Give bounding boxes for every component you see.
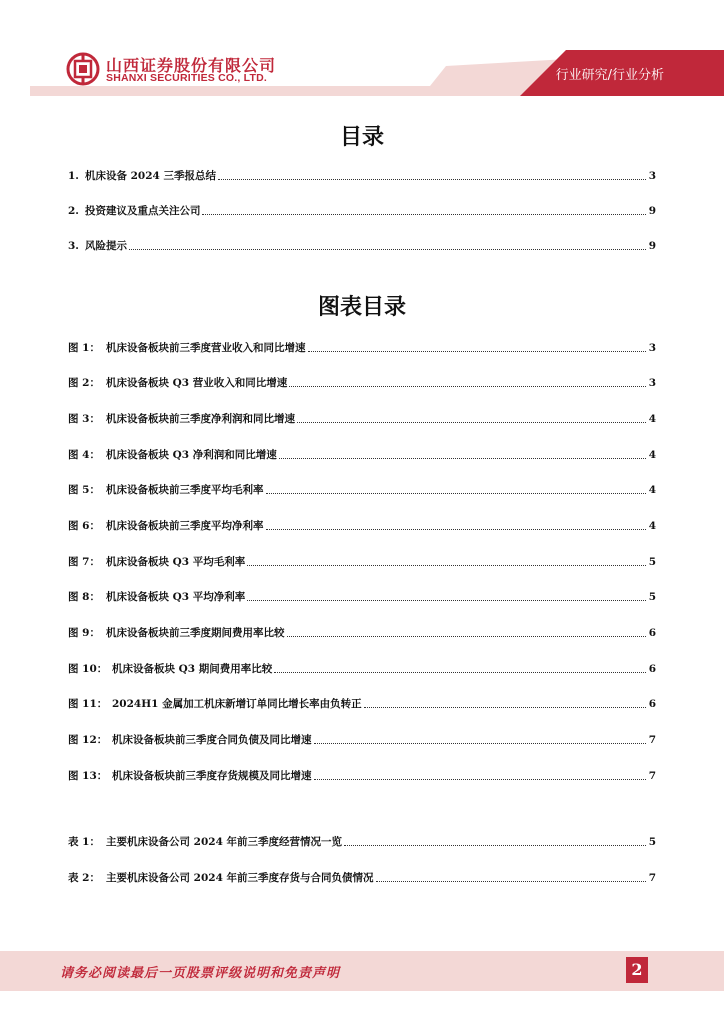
- figure-entry[interactable]: [68, 767, 656, 783]
- figure-title: 机床设备板块前三季度营业收入和同比增速: [106, 342, 306, 354]
- figure-number: 图 7：: [68, 556, 100, 568]
- figure-page: 4: [648, 484, 656, 496]
- figure-entry[interactable]: [68, 481, 656, 497]
- dot-leader: [247, 565, 646, 566]
- figure-page: 3: [648, 342, 656, 354]
- figure-entry[interactable]: [68, 410, 656, 426]
- table-entry[interactable]: [68, 833, 656, 849]
- dot-leader: [247, 600, 646, 601]
- toc-entry-number: 3.: [68, 240, 79, 252]
- figure-number: 图 4：: [68, 449, 100, 461]
- toc-entry-page: 9: [648, 205, 656, 217]
- figure-title: 机床设备板块前三季度合同负债及同比增速: [112, 734, 312, 746]
- figure-title: 机床设备板块前三季度净利润和同比增速: [106, 413, 295, 425]
- dot-leader: [287, 636, 647, 637]
- figure-number: 图 2：: [68, 377, 100, 389]
- report-category-label: 行业研究/行业分析: [555, 68, 664, 83]
- toc-entry[interactable]: [68, 237, 656, 253]
- toc-entry-page: 3: [648, 170, 656, 182]
- toc-entry-number: 2.: [68, 205, 79, 217]
- dot-leader: [297, 422, 646, 423]
- dot-leader: [314, 743, 647, 744]
- figure-number: 图 6：: [68, 520, 100, 532]
- toc-title: 目录: [339, 125, 384, 150]
- dot-leader: [364, 707, 646, 708]
- figure-number: 图 12：: [68, 734, 108, 746]
- figure-number: 图 8：: [68, 591, 100, 603]
- table-number: 表 2：: [68, 872, 100, 884]
- toc-entry[interactable]: [68, 202, 656, 218]
- figure-title: 机床设备板块前三季度存货规模及同比增速: [112, 770, 312, 782]
- dot-leader: [218, 179, 646, 180]
- toc-entry-page: 9: [648, 240, 656, 252]
- figure-entry[interactable]: [68, 660, 656, 676]
- toc-entry-text: 风险提示: [84, 240, 127, 252]
- dot-leader: [266, 493, 647, 494]
- figure-title: 2024H1 金属加工机床新增订单同比增长率由负转正: [112, 698, 362, 710]
- figure-page: 4: [648, 449, 656, 461]
- figure-title: 机床设备板块 Q3 净利润和同比增速: [106, 449, 277, 461]
- figure-title: 机床设备板块 Q3 平均毛利率: [106, 556, 246, 568]
- figure-entry[interactable]: [68, 624, 656, 640]
- figure-entry[interactable]: [68, 695, 656, 711]
- figure-entry[interactable]: [68, 339, 656, 355]
- figure-page: 6: [648, 663, 656, 675]
- figure-number: 图 10：: [68, 663, 108, 675]
- toc-entry[interactable]: [68, 167, 656, 183]
- figure-number: 图 3：: [68, 413, 100, 425]
- company-name-cn: 山西证券股份有限公司: [106, 56, 277, 75]
- dot-leader: [344, 845, 646, 846]
- figure-number: 图 5：: [68, 484, 100, 496]
- disclaimer-link[interactable]: 请务必阅读最后一页股票评级说明和免责声明: [60, 966, 341, 981]
- figure-entry[interactable]: [68, 731, 656, 747]
- figure-page: 7: [648, 734, 656, 746]
- toc-entry-number: 1.: [68, 170, 79, 182]
- table-title: 主要机床设备公司 2024 年前三季度存货与合同负债情况: [106, 872, 374, 884]
- figure-page: 7: [648, 770, 656, 782]
- figure-page: 6: [648, 627, 656, 639]
- dot-leader: [266, 529, 647, 530]
- figure-entry[interactable]: [68, 446, 656, 462]
- figure-page: 5: [648, 556, 656, 568]
- table-page: 5: [648, 836, 656, 848]
- table-title: 主要机床设备公司 2024 年前三季度经营情况一览: [106, 836, 343, 848]
- figure-number: 图 13：: [68, 770, 108, 782]
- figure-page: 4: [648, 413, 656, 425]
- page-number: 2: [626, 957, 648, 983]
- figure-entry[interactable]: [68, 374, 656, 390]
- figure-title: 机床设备板块 Q3 期间费用率比较: [112, 663, 273, 675]
- figure-page: 5: [648, 591, 656, 603]
- dot-leader: [279, 458, 646, 459]
- figure-page: 3: [648, 377, 656, 389]
- table-page: 7: [648, 872, 656, 884]
- figure-page: 4: [648, 520, 656, 532]
- table-number: 表 1：: [68, 836, 100, 848]
- figure-title: 机床设备板块前三季度平均净利率: [106, 520, 264, 532]
- figure-entry[interactable]: [68, 588, 656, 604]
- dot-leader: [129, 249, 646, 250]
- figure-entry[interactable]: [68, 553, 656, 569]
- dot-leader: [308, 351, 647, 352]
- figure-title: 机床设备板块前三季度平均毛利率: [106, 484, 264, 496]
- page-header: [0, 0, 724, 100]
- shanxi-securities-logo-icon: [66, 52, 100, 86]
- figure-title: 机床设备板块前三季度期间费用率比较: [106, 627, 285, 639]
- toc-entry-text: 机床设备 2024 三季报总结: [84, 170, 217, 182]
- dot-leader: [274, 672, 646, 673]
- figure-page: 6: [648, 698, 656, 710]
- figure-number: 图 9：: [68, 627, 100, 639]
- figures-list-title: 图表目录: [317, 295, 406, 320]
- dot-leader: [289, 386, 646, 387]
- dot-leader: [314, 779, 647, 780]
- table-entry[interactable]: [68, 869, 656, 885]
- figure-title: 机床设备板块 Q3 营业收入和同比增速: [106, 377, 288, 389]
- figure-title: 机床设备板块 Q3 平均净利率: [106, 591, 246, 603]
- company-name-en: SHANXI SECURITIES CO., LTD.: [106, 72, 267, 84]
- figure-entry[interactable]: [68, 517, 656, 533]
- dot-leader: [202, 214, 646, 215]
- figure-number: 图 1：: [68, 342, 100, 354]
- figure-number: 图 11：: [68, 698, 108, 710]
- dot-leader: [376, 881, 646, 882]
- toc-entry-text: 投资建议及重点关注公司: [84, 205, 201, 217]
